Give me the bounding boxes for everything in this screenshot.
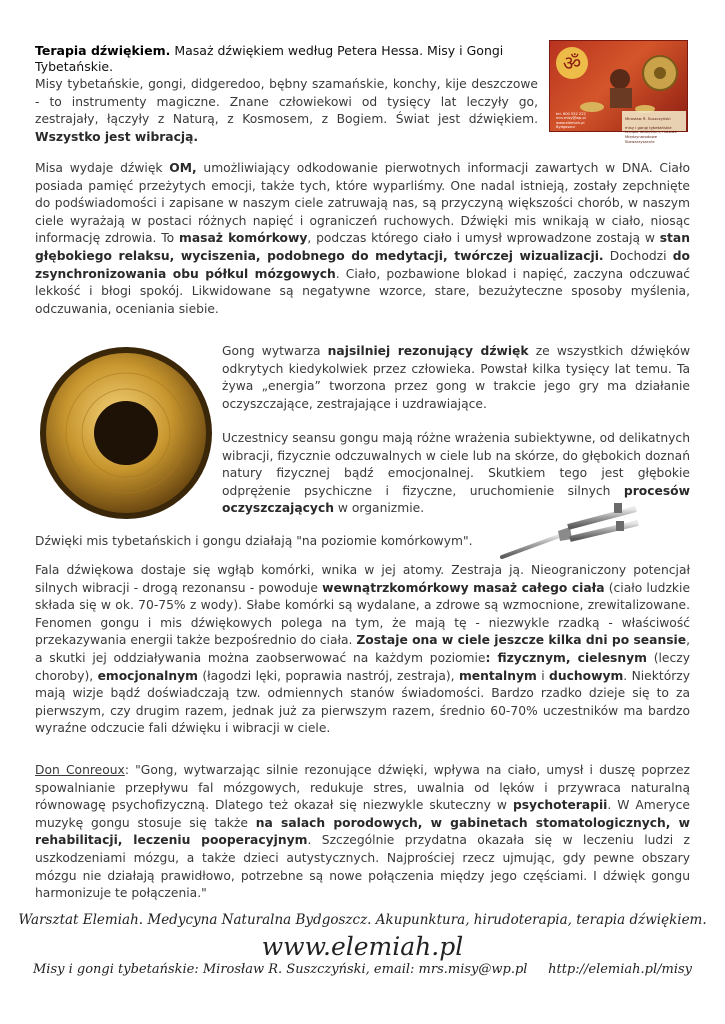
photo-caption-right: Mirosław R. Suszczyński misy i gongi tybetańskie terapia dźwiękiem, masaże Międzynarodowe Stowarzyszenie: [625, 115, 677, 144]
footer-website[interactable]: www.elemiah.pl: [261, 932, 464, 961]
gong-paragraph-1: Gong wytwarza najsilniej rezonujący dźwięk ze wszystkich dźwięków odkrytych kiedykolwiek przez człowieka. Powstał kilka tysięcy lat temu. Ta żywa „energia” tworzona przez gong w trakcie jego gry ma działanie oczyszczające, zestrajające i uzdrawiające.: [222, 344, 691, 411]
quote-author: Don Conreoux: [35, 763, 125, 777]
workshop-photo: [549, 40, 688, 144]
cell-level-line: Dźwięki mis tybetańskich i gongu działają "na poziomie komórkowym".: [35, 534, 473, 548]
photo-caption-left: tel. 600 552 222 mrs.misy@wp.pl www.elemiah.pl Bydgoszcz: [556, 112, 586, 130]
wave-paragraph: Fala dźwiękowa dostaje się wgłąb komórki, wnika w jej atomy. Zestraja ją. Nieograniczony potencjał silnych wibracji - drogą rezonansu - powoduje wewnątrzkomórkowy masaż całego ciała (ciało ludzkie składa się w ok. 70-75% z wody). Słabe komórki są wydalane, a zdrowe są wzmocnione, zrewitalizowane. Fenomen gongu i mis dźwiękowych polega na tym, że mają tę - niezwykle rzadką - właściwość przekazywania energii także bezpośrednio do ciała. Zostaje ona w ciele jeszcze kilka dni po seansie, a skutki jej oddziaływania można zaobserwować na każdym poziomie: fizycznym, cielesnym (leczy choroby), emocjonalnym (łagodzi lęki, poprawia nastrój, zestraja), mentalnym i duchowym. Niektórzy mają wizje bądź doświadczają tzw. odmiennych stanów świadomości. Bardzo rzadko dzieje się to za pierwszym, czy drugim razem, jednak już za pierwszym razem, średnio 60-70% uczestników ma bardzo wyraźne odczucie fali dźwięku i wibracji w ciele.: [35, 563, 691, 736]
gong-icon: [38, 345, 214, 521]
gong-paragraph-2: Uczestnicy seansu gongu mają różne wrażenia subiektywne, od delikatnych wibracji, fizycznie odczuwalnych w ciele lub na skórze, do głębokich doznań natury fizycznej bądź emocjonalnej. Skutkiem tego jest głębokie odprężenie psychiczne i fizyczne, uruchomienie silnych procesów oczyszczających w organizmie.: [222, 431, 690, 516]
footer-workshop-line: Warsztat Elemiah. Medycyna Naturalna Bydgoszcz. Akupunktura, hirudoterapia, terapia dźwiękiem.: [18, 912, 707, 928]
gong-image: [38, 345, 214, 521]
om-paragraph: Misa wydaje dźwięk OM, umożliwiający odkodowanie pierwotnych informacji zawartych w DNA. Ciało posiada pamięć przeżytych emocji, także tych, które wyparliśmy. One nadal istnieją, zostały zepchnięte do podświadomości i zapisane w naszym ciele zatruwają nas, są przyczyną większości chorób, w naszym ciele wyrażają w postaci różnych napięć i ograniczeń ruchowych. Dźwięki mis wnikają w ciało, niosąc informację zdrowia. To masaż komórkowy, podczas którego ciało i umysł wprowadzone zostają w stan głębokiego relaksu, wyciszenia, podobnego do medytacji, twórczej wizualizacji. Dochodzi do zsynchronizowania obu półkul mózgowych. Ciało, pozbawione blokad i napięć, zaczyna odczuwać lekkość i błogi spokój. Likwidowane są negatywne wzorce, stare, bezużyteczne sposoby myślenia, odczuwania, oceniania siebie.: [35, 161, 690, 316]
intro-paragraph: Misy tybetańskie, gongi, didgeredoo, bębny szamańskie, konchy, kije deszczowe - to instrumenty magiczne. Znane człowiekowi od tysięcy lat leczyły go, zestrajały, łączyły z Naturą, z Kosmosem, z Bogiem. Świat jest dźwiękiem. Wszystko jest wibracją.: [35, 77, 538, 144]
title-rest: Masaż dźwiękiem według Petera Hessa. Misy i Gongi Tybetańskie.: [35, 43, 504, 74]
title-bold: Terapia dźwiękiem.: [35, 43, 171, 58]
quote-paragraph: Don Conreoux: "Gong, wytwarzając silnie rezonujące dźwięki, wpływa na ciało, umysł i duszę poprzez spowalnianie przepływu fal mózgowych, redukuje stres, uwalnia od lęków i przywraca naturalną równowagę psychofizyczną. Dlatego też okazał się niezwykle skuteczny w psychoterapii. W Ameryce muzykę gongu stosuje się także na salach porodowych, w gabinetach stomatologicznych, w rehabilitacji, leczeniu pooperacyjnym. Szczególnie przydatna okazała się w leczeniu ludzi z uszkodzeniami mózgu, a także dzieci autystycznych. Najprościej rzecz ujmując, gdy pewne obszary mózgu nie działają prawidłowo, potrzebne są nowe połączenia między jego częściami. I dźwięk gongu harmonizuje te połączenia.": [35, 763, 690, 901]
tuning-fork-icon: [496, 497, 646, 567]
tuning-fork-image: [496, 497, 646, 567]
om-symbol: ॐ: [562, 51, 582, 75]
footer-contact-line[interactable]: Misy i gongi tybetańskie: Mirosław R. Suszczyński, email: mrs.misy@wp.pl http://elemiah.pl/misy: [32, 962, 693, 977]
page-title: [35, 43, 505, 75]
